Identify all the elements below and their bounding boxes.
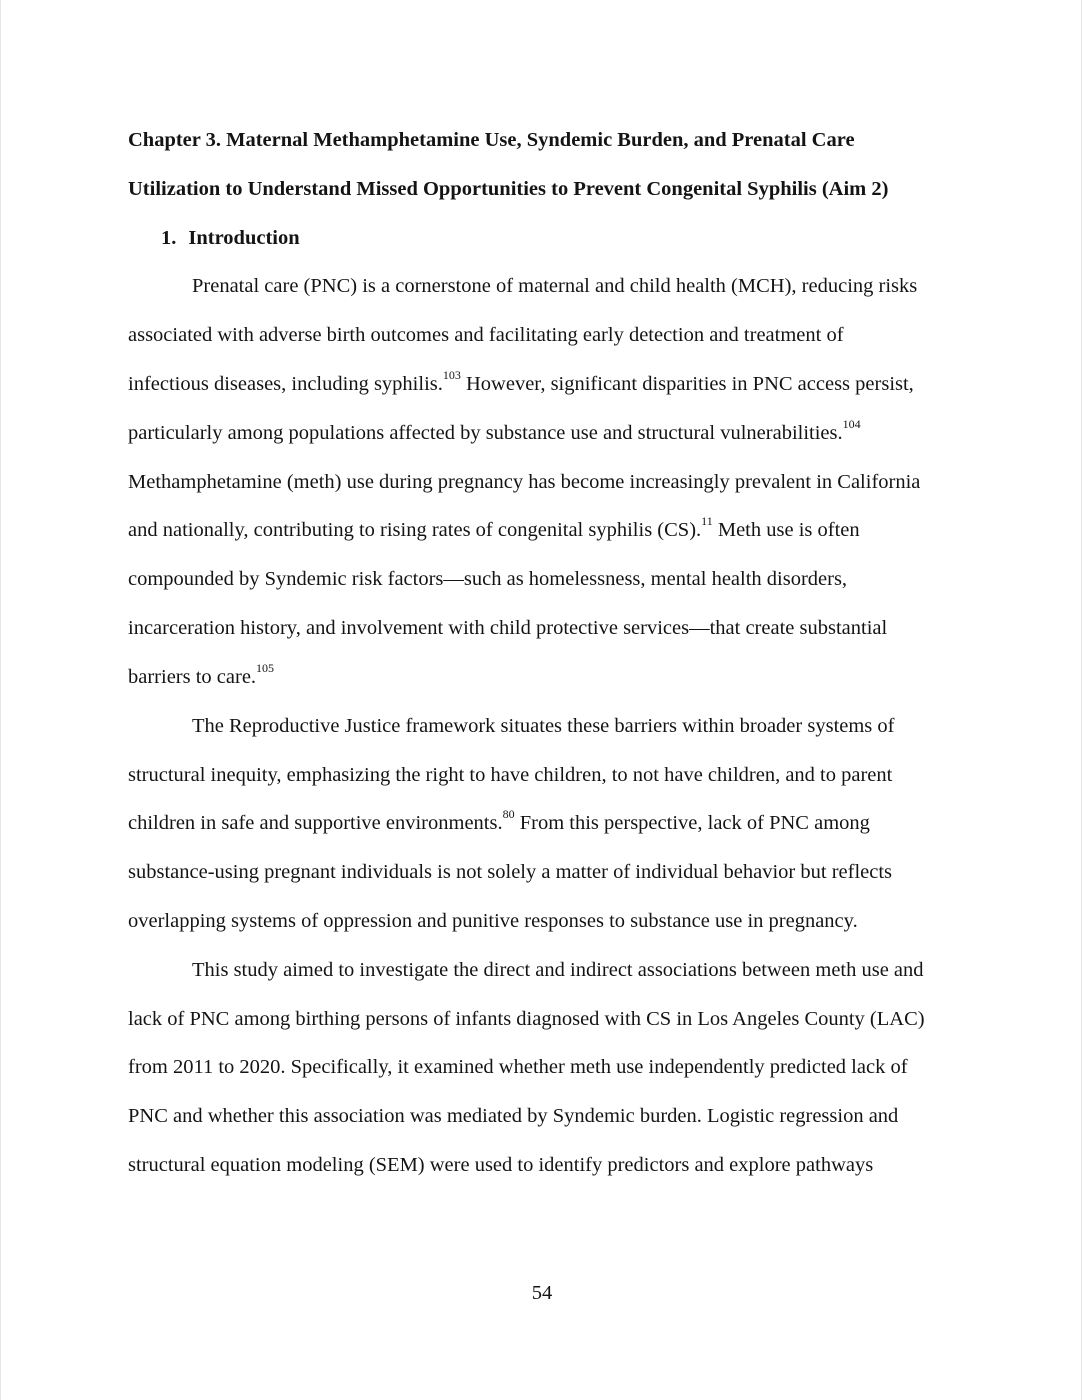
citation-80: 80 (502, 807, 515, 822)
paragraph-2-line-5: overlapping systems of oppression and punitive responses to substance use in pregnancy. (128, 910, 858, 932)
citation-103: 103 (442, 368, 461, 383)
paragraph-1-line-9 (128, 661, 275, 689)
paragraph-1-line-8: incarceration history, and involvement with child protective services—that create substantial (128, 617, 888, 639)
paragraph-1-line-1: Prenatal care (PNC) is a cornerstone of maternal and child health (MCH), reducing risks (192, 275, 918, 297)
paragraph-2-line-4: substance-using pregnant individuals is not solely a matter of individual behavior but reflects (128, 861, 893, 883)
chapter-title-line-2: Utilization to Understand Missed Opportunities to Prevent Congenital Syphilis (Aim 2) (128, 178, 889, 200)
section-title: Introduction (188, 227, 300, 249)
paragraph-3-line-4: PNC and whether this association was mediated by Syndemic burden. Logistic regression and (128, 1105, 899, 1127)
chapter-title-line-1: Chapter 3. Maternal Methamphetamine Use, Syndemic Burden, and Prenatal Care (128, 129, 855, 151)
paragraph-3-line-1: This study aimed to investigate the direct and indirect associations between meth use and (192, 959, 924, 981)
citation-104: 104 (842, 417, 861, 432)
page-number: 54 (531, 1282, 553, 1304)
section-heading (161, 226, 300, 250)
paragraph-1-line-4-text: particularly among populations affected by substance use and structural vulnerabilities. (128, 422, 843, 444)
citation-11: 11 (701, 514, 713, 529)
citation-105: 105 (256, 661, 275, 676)
paragraph-2-line-1: The Reproductive Justice framework situates these barriers within broader systems of (192, 715, 895, 737)
paragraph-1-line-7: compounded by Syndemic risk factors—such as homelessness, mental health disorders, (128, 568, 848, 590)
paragraph-1-line-6 (128, 514, 860, 542)
paragraph-1-line-6-text-b: Meth use is often (712, 519, 860, 541)
paragraph-1-line-5: Methamphetamine (meth) use during pregnancy has become increasingly prevalent in California (128, 471, 921, 493)
paragraph-1-line-3 (128, 368, 914, 396)
paragraph-1-line-3-text-b: However, significant disparities in PNC access persist, (460, 373, 914, 395)
paragraph-2-line-3-text-a: children in safe and supportive environments. (128, 812, 503, 834)
paragraph-1-line-6-text-a: and nationally, contributing to rising rates of congenital syphilis (CS). (128, 519, 702, 541)
paragraph-1-line-2: associated with adverse birth outcomes and facilitating early detection and treatment of (128, 324, 844, 346)
paragraph-3-line-5: structural equation modeling (SEM) were used to identify predictors and explore pathways (128, 1154, 874, 1176)
paragraph-1-line-9-text: barriers to care. (128, 666, 257, 688)
paragraph-3-line-2: lack of PNC among birthing persons of infants diagnosed with CS in Los Angeles County (LAC) (128, 1008, 925, 1030)
paragraph-3-line-3: from 2011 to 2020. Specifically, it examined whether meth use independently predicted lack of (128, 1056, 908, 1078)
paragraph-2-line-2: structural inequity, emphasizing the right to have children, to not have children, and to parent (128, 764, 893, 786)
section-number: 1. (161, 227, 177, 249)
paragraph-1-line-3-text-a: infectious diseases, including syphilis. (128, 373, 443, 395)
paragraph-1-line-4 (128, 417, 861, 445)
paragraph-2-line-3 (128, 807, 870, 835)
paragraph-2-line-3-text-b: From this perspective, lack of PNC among (514, 812, 870, 834)
